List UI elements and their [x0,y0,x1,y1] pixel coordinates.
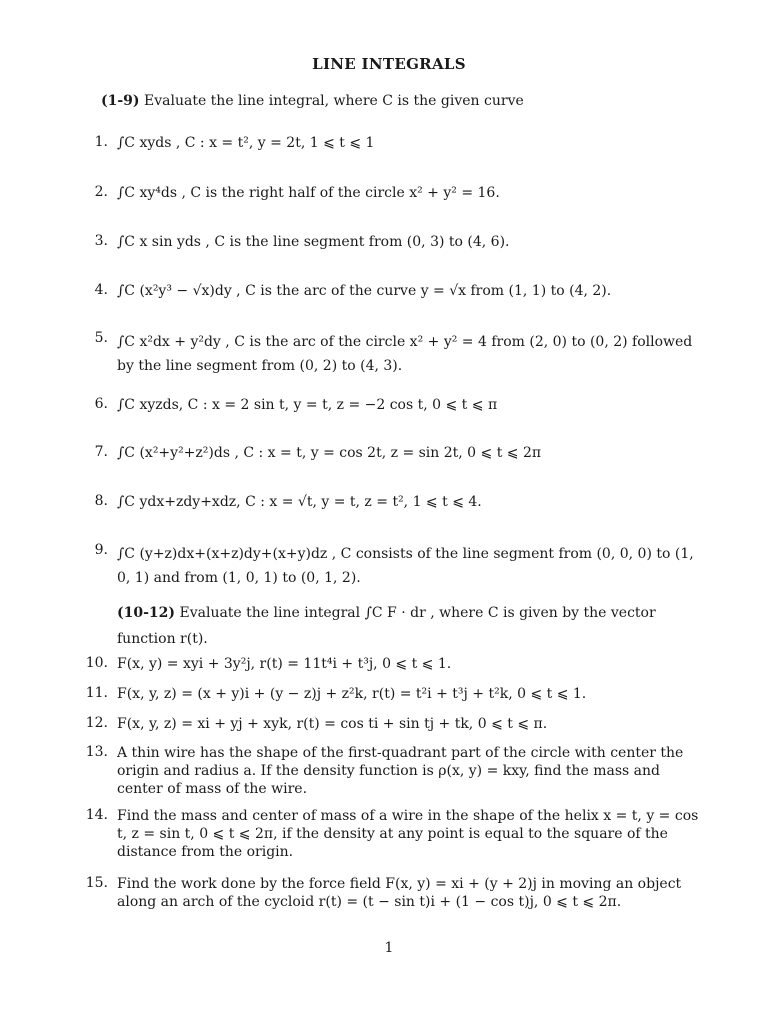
page-title: LINE INTEGRALS [312,55,466,73]
section-2-text: Evaluate the line integral ∫C F · dr , where C is given by the vector function r(t). [117,605,656,647]
problem-number: 8. [94,493,108,509]
section-1-instructions [101,93,524,109]
page-number: 1 [384,940,394,956]
problem-text: F(x, y, z) = xi + yj + xyk, r(t) = cos ti + sin tj + tk, 0 ⩽ t ⩽ π. [117,716,548,732]
problem-text: A thin wire has the shape of the first-quadrant part of the circle with center the origin and radius a. If the density function is ρ(x, y) = kxy, find the mass and center of mass of the wire. [117,745,684,797]
problem-number: 5. [94,330,108,346]
problem-text: Find the mass and center of mass of a wire in the shape of the helix x = t, y = cos t, z = sin t, 0 ⩽ t ⩽ 2π, if the density at any point is equal to the square of the distance from the origin. [117,808,699,860]
problem-number: 1. [94,134,108,150]
problem-number: 9. [94,542,108,558]
problem-text: ∫C xyds , C : x = t², y = 2t, 1 ⩽ t ⩽ 1 [117,135,375,151]
problem-text: ∫C (x²+y²+z²)ds , C : x = t, y = cos 2t, z = sin 2t, 0 ⩽ t ⩽ 2π [117,445,542,461]
problem-number: 10. [85,655,108,671]
problem-number: 7. [94,444,108,460]
section-1-text: Evaluate the line integral, where C is the given curve [144,93,524,109]
problem-number: 15. [85,875,108,891]
problem-text: F(x, y, z) = (x + y)i + (y − z)j + z²k, r(t) = t²i + t³j + t²k, 0 ⩽ t ⩽ 1. [117,686,587,702]
problem-text: F(x, y) = xyi + 3y²j, r(t) = 11t⁴i + t³j, 0 ⩽ t ⩽ 1. [117,656,452,672]
problem-number: 11. [85,685,108,701]
problem-number: 14. [85,807,108,823]
problem-number: 2. [94,184,108,200]
problem-number: 6. [94,396,108,412]
problem-text: ∫C x²dx + y²dy , C is the arc of the circle x² + y² = 4 from (2, 0) to (0, 2) followed by the line segment from (0, 2) to (4, 3). [117,334,693,374]
problem-number: 3. [94,233,108,249]
problem-text: ∫C xy⁴ds , C is the right half of the circle x² + y² = 16. [117,185,500,201]
problem-text: ∫C ydx+zdy+xdz, C : x = √t, y = t, z = t², 1 ⩽ t ⩽ 4. [117,494,482,510]
problem-text: ∫C (x²y³ − √x)dy , C is the arc of the curve y = √x from (1, 1) to (4, 2). [117,283,612,299]
problem-number: 13. [85,744,108,760]
section-2-range: (10-12) [117,605,176,621]
problem-number: 12. [85,715,108,731]
section-1-range: (1-9) [101,93,140,109]
problem-text: ∫C xyzds, C : x = 2 sin t, y = t, z = −2 cos t, 0 ⩽ t ⩽ π [117,397,498,413]
problem-text: ∫C x sin yds , C is the line segment from (0, 3) to (4, 6). [117,234,510,250]
problem-text: ∫C (y+z)dx+(x+z)dy+(x+y)dz , C consists of the line segment from (0, 0, 0) to (1, 0, 1) and from (1, 0, 1) to (0, 1, 2). [117,546,694,586]
problem-text: Find the work done by the force field F(x, y) = xi + (y + 2)j in moving an object along an arch of the cycloid r(t) = (t − sin t)i + (1 − cos t)j, 0 ⩽ t ⩽ 2π. [117,876,682,910]
problem-number: 4. [94,282,108,298]
